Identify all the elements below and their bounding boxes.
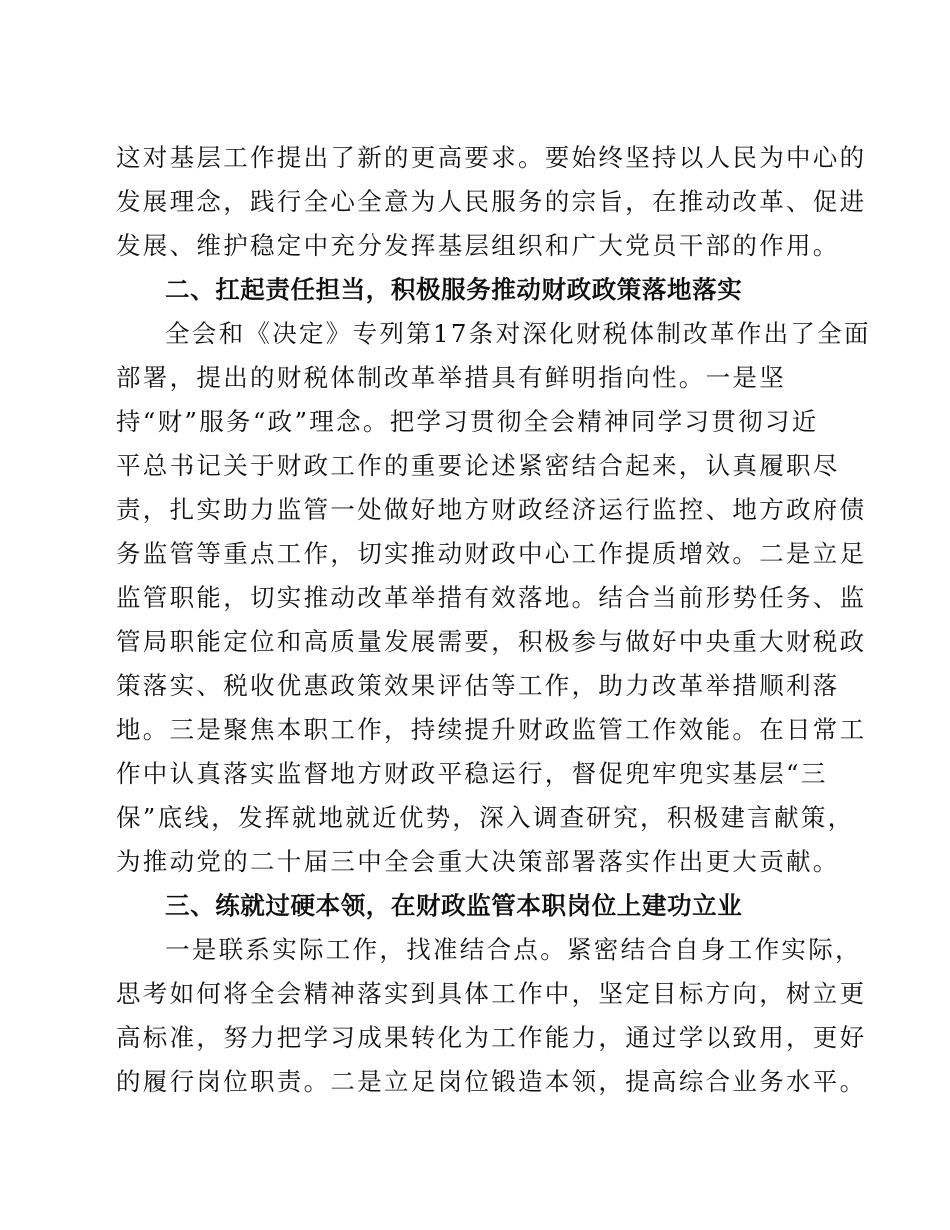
text-line: 的履行岗位职责。二是立足岗位锻造本领，提高综合业务水平。 [116, 1067, 867, 1096]
text-line: 保”底线，发挥就地就近优势，深入调查研究，积极建言献策， [116, 803, 855, 832]
text-line: 部署，提出的财税体制改革举措具有鲜明指向性。一是坚 [116, 363, 786, 392]
text-line: 策落实、税收优惠政策效果评估等工作，助力改革举措顺利落 [116, 671, 840, 700]
paragraph-first-line: 全会和《决定》专列第17条对深化财税体制改革作出了全面 [165, 319, 871, 348]
section-heading: 三、练就过硬本领，在财政监管本职岗位上建功立业 [165, 891, 743, 920]
section-heading: 二、扛起责任担当，积极服务推动财政政策落地落实 [165, 275, 743, 304]
text-line: 地。三是聚焦本职工作，持续提升财政监管工作效能。在日常工 [116, 715, 867, 744]
text-line: 发展理念，践行全心全意为人民服务的宗旨，在推动改革、促进 [116, 187, 867, 216]
text-line: 责，扎实助力监管一处做好地方财政经济运行监控、地方政府债 [116, 495, 867, 524]
text-line: 思考如何将全会精神落实到具体工作中，坚定目标方向，树立更 [116, 979, 867, 1008]
text-line: 高标准，努力把学习成果转化为工作能力，通过学以致用，更好 [116, 1023, 867, 1052]
text-line: 管局职能定位和高质量发展需要，积极参与做好中央重大财税政 [116, 627, 867, 656]
text-line: 持“财”服务“政”理念。把学习贯彻全会精神同学习贯彻习近 [116, 407, 819, 436]
text-line: 这对基层工作提出了新的更高要求。要始终坚持以人民为中心的 [116, 143, 867, 172]
paragraph-first-line: 一是联系实际工作，找准结合点。紧密结合自身工作实际， [165, 935, 862, 964]
text-line: 发展、维护稳定中充分发挥基层组织和广大党员干部的作用。 [116, 231, 840, 260]
text-line: 为推动党的二十届三中全会重大决策部署落实作出更大贡献。 [116, 847, 840, 876]
text-line: 作中认真落实监督地方财政平稳运行，督促兜牢兜实基层“三 [116, 759, 828, 788]
text-line: 监管职能，切实推动改革举措有效落地。结合当前形势任务、监 [116, 583, 867, 612]
text-line: 务监管等重点工作，切实推动财政中心工作提质增效。二是立足 [116, 539, 867, 568]
text-line: 平总书记关于财政工作的重要论述紧密结合起来，认真履职尽 [116, 451, 840, 480]
